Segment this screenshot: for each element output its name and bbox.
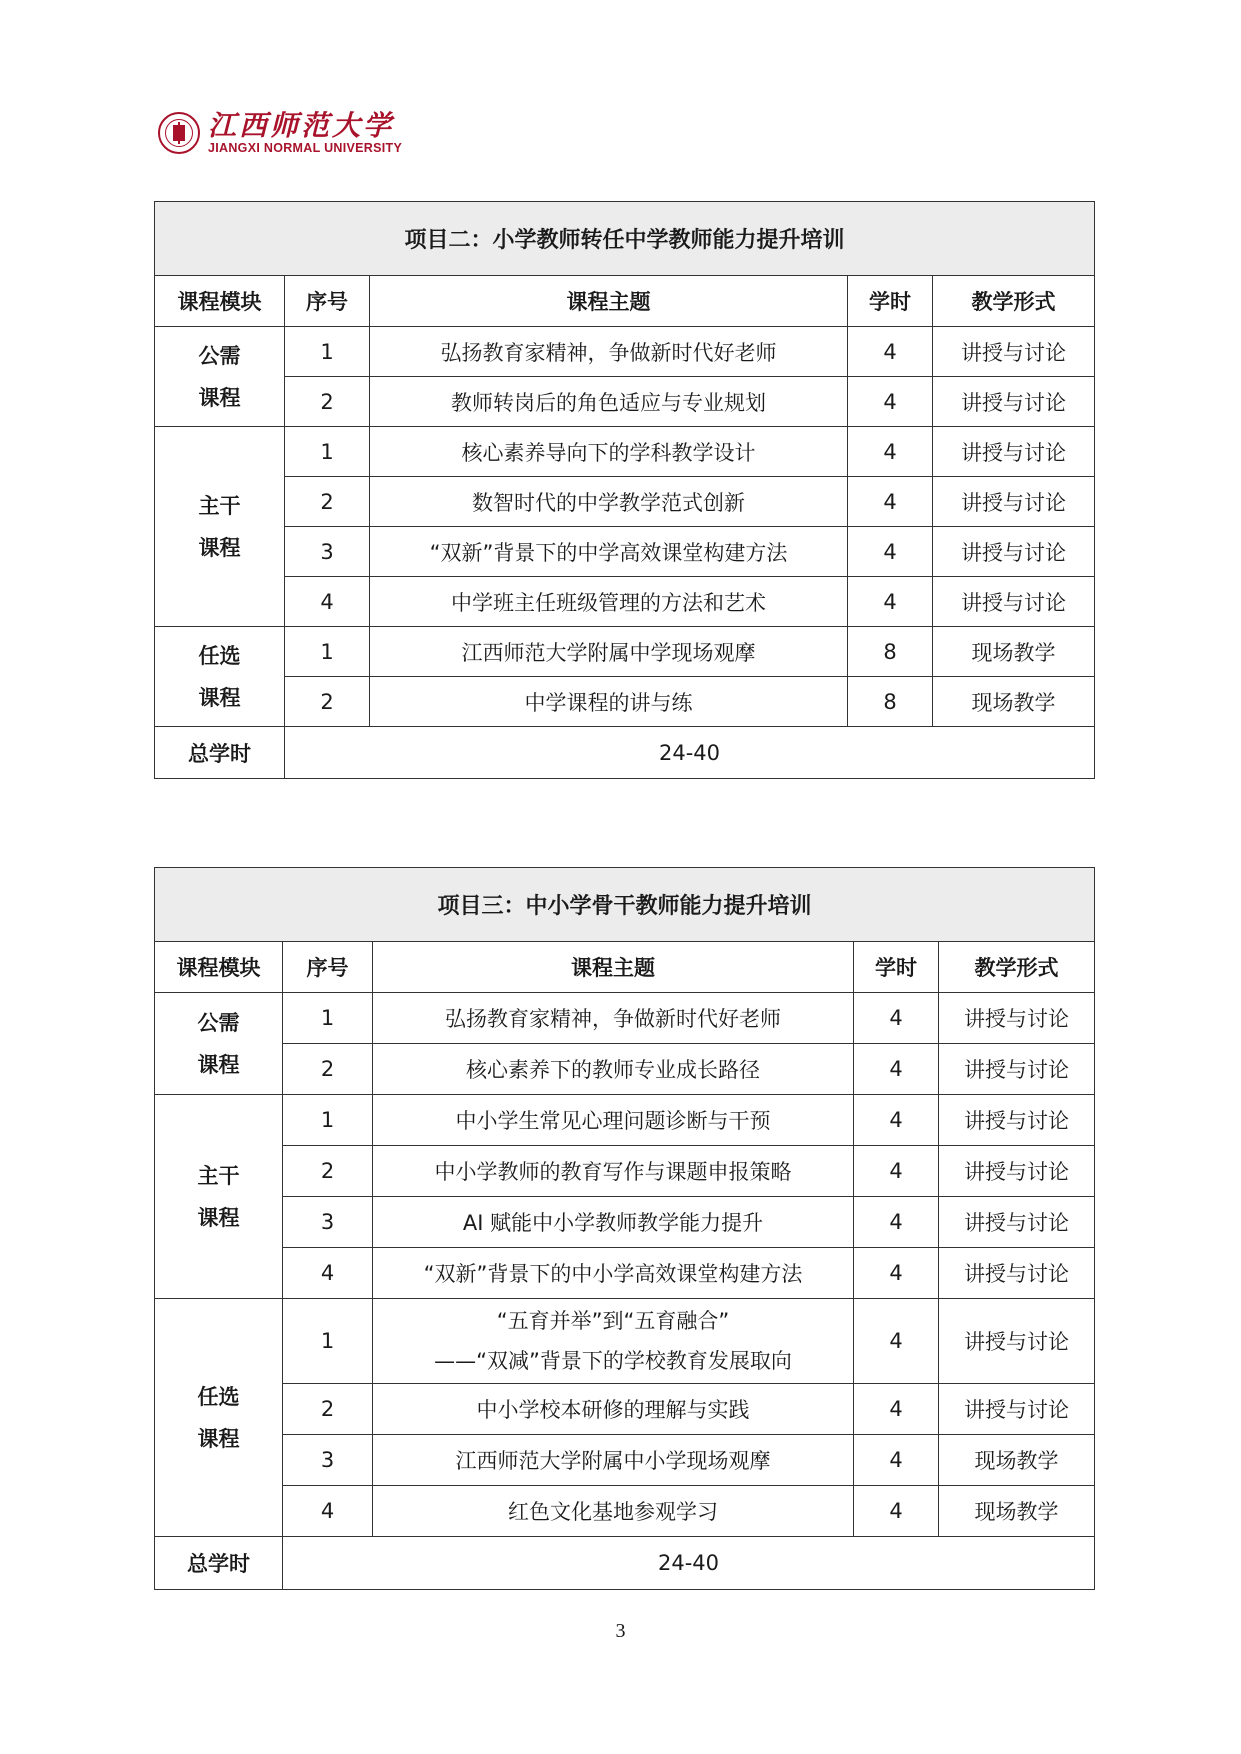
hours-cell: 4 bbox=[854, 993, 939, 1044]
seq-cell: 1 bbox=[283, 993, 373, 1044]
seq-cell: 2 bbox=[285, 477, 370, 527]
seq-cell: 1 bbox=[283, 1095, 373, 1146]
total-label: 总学时 bbox=[155, 1537, 283, 1590]
table-row bbox=[155, 377, 1095, 427]
table-row bbox=[155, 1248, 1095, 1299]
hours-cell: 4 bbox=[848, 577, 933, 627]
table-row bbox=[155, 1044, 1095, 1095]
table-row bbox=[155, 677, 1095, 727]
format-cell: 讲授与讨论 bbox=[939, 1197, 1095, 1248]
topic-cell: 数智时代的中学教学范式创新 bbox=[370, 477, 848, 527]
module-cell: 主干 课程 bbox=[155, 427, 285, 627]
topic-cell: 教师转岗后的角色适应与专业规划 bbox=[370, 377, 848, 427]
topic-cell: AI 赋能中小学教师教学能力提升 bbox=[373, 1197, 854, 1248]
seq-cell: 2 bbox=[285, 377, 370, 427]
hours-cell: 4 bbox=[848, 427, 933, 477]
topic-cell: 核心素养导向下的学科教学设计 bbox=[370, 427, 848, 477]
hours-cell: 4 bbox=[848, 327, 933, 377]
topic-cell: 弘扬教育家精神，争做新时代好老师 bbox=[373, 993, 854, 1044]
module-cell: 公需 课程 bbox=[155, 993, 283, 1095]
logo-chinese-name: 江西师范大学 bbox=[208, 109, 395, 142]
hours-cell: 4 bbox=[854, 1299, 939, 1384]
module-cell: 主干 课程 bbox=[155, 1095, 283, 1299]
topic-cell: 红色文化基地参观学习 bbox=[373, 1486, 854, 1537]
topic-cell: 弘扬教育家精神，争做新时代好老师 bbox=[370, 327, 848, 377]
seq-cell: 3 bbox=[285, 527, 370, 577]
seq-cell: 2 bbox=[285, 677, 370, 727]
course-table-project-2 bbox=[154, 201, 1095, 779]
table-row bbox=[155, 1435, 1095, 1486]
seq-cell: 3 bbox=[283, 1197, 373, 1248]
table-row bbox=[155, 627, 1095, 677]
header-seq: 序号 bbox=[285, 276, 370, 327]
table-header-row bbox=[155, 276, 1095, 327]
total-value: 24-40 bbox=[285, 727, 1095, 779]
table-row bbox=[155, 1299, 1095, 1384]
table-row bbox=[155, 477, 1095, 527]
hours-cell: 4 bbox=[854, 1248, 939, 1299]
hours-cell: 8 bbox=[848, 627, 933, 677]
hours-cell: 4 bbox=[854, 1435, 939, 1486]
seq-cell: 2 bbox=[283, 1384, 373, 1435]
module-cell: 任选 课程 bbox=[155, 1299, 283, 1537]
header-module: 课程模块 bbox=[155, 276, 285, 327]
format-cell: 讲授与讨论 bbox=[933, 377, 1095, 427]
format-cell: 现场教学 bbox=[939, 1435, 1095, 1486]
header-hours: 学时 bbox=[854, 942, 939, 993]
topic-line-2: ——“双减”背景下的学校教育发展取向 bbox=[434, 1349, 792, 1373]
hours-cell: 4 bbox=[854, 1146, 939, 1197]
logo-english-name: JIANGXI NORMAL UNIVERSITY bbox=[208, 141, 403, 155]
table-row bbox=[155, 1146, 1095, 1197]
hours-cell: 8 bbox=[848, 677, 933, 727]
total-value: 24-40 bbox=[283, 1537, 1095, 1590]
topic-line-1: “五育并举”到“五育融合” bbox=[496, 1309, 730, 1333]
format-cell: 讲授与讨论 bbox=[939, 1299, 1095, 1384]
topic-cell: 中小学教师的教育写作与课题申报策略 bbox=[373, 1146, 854, 1197]
seq-cell: 4 bbox=[283, 1486, 373, 1537]
topic-cell: 江西师范大学附属中学现场观摩 bbox=[370, 627, 848, 677]
header-topic: 课程主题 bbox=[373, 942, 854, 993]
table-title: 项目三：中小学骨干教师能力提升培训 bbox=[155, 868, 1095, 942]
format-cell: 讲授与讨论 bbox=[933, 327, 1095, 377]
topic-cell: 中学课程的讲与练 bbox=[370, 677, 848, 727]
seq-cell: 3 bbox=[283, 1435, 373, 1486]
table-row bbox=[155, 527, 1095, 577]
table-row bbox=[155, 427, 1095, 477]
format-cell: 讲授与讨论 bbox=[939, 1044, 1095, 1095]
topic-cell bbox=[373, 1299, 854, 1384]
header-topic: 课程主题 bbox=[370, 276, 848, 327]
format-cell: 讲授与讨论 bbox=[939, 1384, 1095, 1435]
university-seal-icon bbox=[158, 112, 200, 154]
page-number: 3 bbox=[615, 1620, 626, 1642]
course-table-project-3 bbox=[154, 867, 1095, 1590]
table-title: 项目二：小学教师转任中学教师能力提升培训 bbox=[155, 202, 1095, 276]
hours-cell: 4 bbox=[854, 1044, 939, 1095]
hours-cell: 4 bbox=[854, 1197, 939, 1248]
total-label: 总学时 bbox=[155, 727, 285, 779]
format-cell: 讲授与讨论 bbox=[933, 577, 1095, 627]
total-row bbox=[155, 1537, 1095, 1590]
seq-cell: 2 bbox=[283, 1146, 373, 1197]
seq-cell: 2 bbox=[283, 1044, 373, 1095]
hours-cell: 4 bbox=[848, 377, 933, 427]
header-hours: 学时 bbox=[848, 276, 933, 327]
university-logo bbox=[158, 108, 402, 158]
format-cell: 讲授与讨论 bbox=[939, 1146, 1095, 1197]
seq-cell: 4 bbox=[283, 1248, 373, 1299]
table-row bbox=[155, 1095, 1095, 1146]
topic-cell: “双新”背景下的中学高效课堂构建方法 bbox=[370, 527, 848, 577]
format-cell: 讲授与讨论 bbox=[933, 427, 1095, 477]
table-row bbox=[155, 577, 1095, 627]
seq-cell: 1 bbox=[285, 427, 370, 477]
seq-cell: 1 bbox=[283, 1299, 373, 1384]
seq-cell: 4 bbox=[285, 577, 370, 627]
format-cell: 现场教学 bbox=[933, 677, 1095, 727]
topic-cell: 中小学生常见心理问题诊断与干预 bbox=[373, 1095, 854, 1146]
format-cell: 讲授与讨论 bbox=[939, 1095, 1095, 1146]
table-row bbox=[155, 993, 1095, 1044]
topic-cell: 中小学校本研修的理解与实践 bbox=[373, 1384, 854, 1435]
topic-cell: “双新”背景下的中小学高效课堂构建方法 bbox=[373, 1248, 854, 1299]
header-format: 教学形式 bbox=[939, 942, 1095, 993]
topic-cell: 中学班主任班级管理的方法和艺术 bbox=[370, 577, 848, 627]
module-cell: 任选 课程 bbox=[155, 627, 285, 727]
header-module: 课程模块 bbox=[155, 942, 283, 993]
table-row bbox=[155, 1384, 1095, 1435]
hours-cell: 4 bbox=[854, 1384, 939, 1435]
table-row bbox=[155, 327, 1095, 377]
format-cell: 讲授与讨论 bbox=[933, 527, 1095, 577]
seq-cell: 1 bbox=[285, 327, 370, 377]
module-cell: 公需 课程 bbox=[155, 327, 285, 427]
table-row bbox=[155, 1197, 1095, 1248]
topic-cell: 核心素养下的教师专业成长路径 bbox=[373, 1044, 854, 1095]
table-row bbox=[155, 1486, 1095, 1537]
hours-cell: 4 bbox=[854, 1486, 939, 1537]
topic-cell: 江西师范大学附属中小学现场观摩 bbox=[373, 1435, 854, 1486]
header-format: 教学形式 bbox=[933, 276, 1095, 327]
format-cell: 讲授与讨论 bbox=[933, 477, 1095, 527]
table-header-row bbox=[155, 942, 1095, 993]
hours-cell: 4 bbox=[848, 527, 933, 577]
format-cell: 现场教学 bbox=[933, 627, 1095, 677]
format-cell: 现场教学 bbox=[939, 1486, 1095, 1537]
seq-cell: 1 bbox=[285, 627, 370, 677]
format-cell: 讲授与讨论 bbox=[939, 993, 1095, 1044]
format-cell: 讲授与讨论 bbox=[939, 1248, 1095, 1299]
hours-cell: 4 bbox=[848, 477, 933, 527]
hours-cell: 4 bbox=[854, 1095, 939, 1146]
total-row bbox=[155, 727, 1095, 779]
header-seq: 序号 bbox=[283, 942, 373, 993]
